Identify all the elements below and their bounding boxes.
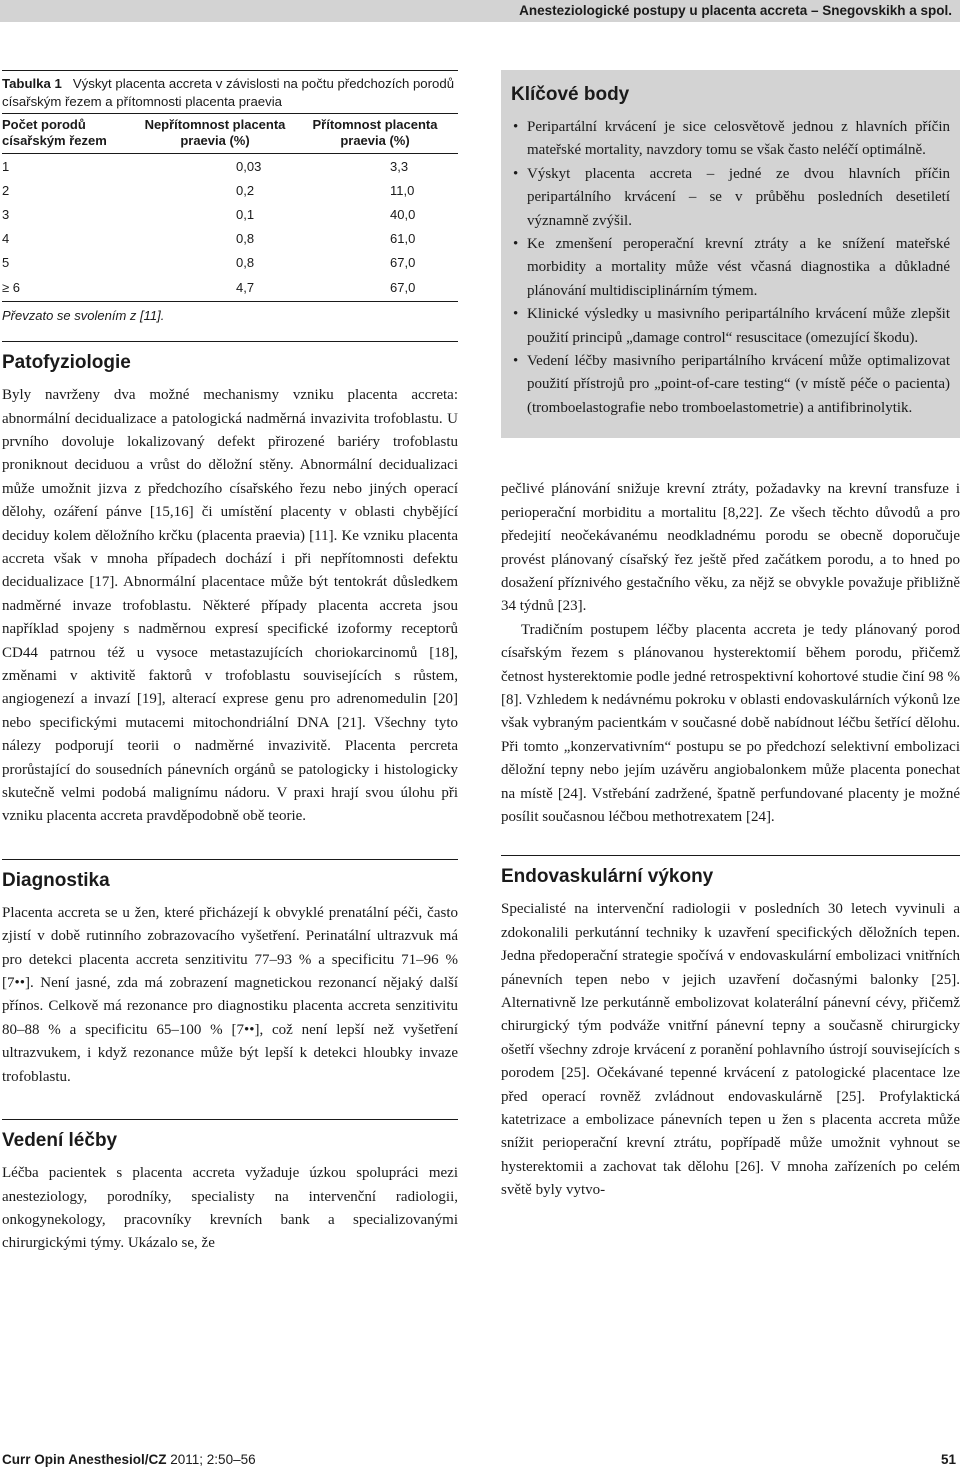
key-points-box (501, 70, 960, 438)
section-title-endovaskularni: Endovaskulární výkony (501, 866, 714, 888)
table-row (2, 227, 458, 251)
table-caption-label: Tabulka 1 (2, 76, 62, 91)
table-cell-count: 5 (2, 255, 10, 271)
key-point-item (511, 303, 950, 350)
table-row (2, 154, 458, 178)
section-title-patofyziologie: Patofyziologie (2, 352, 131, 374)
table-cell-absent: 0,8 (236, 231, 255, 247)
paragraph-planning: pečlivé plánování snižuje krevní ztráty, požadavky na krevní transfuze i perioperační morbiditu a mortalitu [8,22]. Ze všech těchto důvodů a pro předejití neočekávanému neodkladnému porodu se obecně doporučuje provést plánovaný císařský řez ještě před začátkem porodu, a to hned po dosažení příznivého gestačního věku, za nějž se obvykle považuje přibližně 34 týdnů [23]. (501, 481, 960, 615)
table-cell-absent: 0,1 (236, 206, 255, 222)
bullet-icon: • (513, 119, 519, 135)
table-cell-present: 67,0 (390, 255, 416, 271)
key-point-item (511, 163, 950, 233)
right-column (501, 70, 960, 1203)
section-title-diagnostika: Diagnostika (2, 869, 110, 891)
key-point-text: Vedení léčby masivního peripartálního krvácení může optimalizovat použití přístrojů pro „point-of-care testing“ (v místě péče o pacienta) (tromboelastografie nebo tromboelastometrie) a antifibrinolytik. (527, 353, 950, 416)
left-column (2, 70, 458, 1256)
table-cell-present: 3,3 (390, 158, 409, 174)
key-point-text: Klinické výsledky u masivního peripartálního krvácení může zlepšit použití principů „damage control“ resuscitace (omezující škodu). (527, 306, 950, 346)
table-cell-present: 11,0 (390, 182, 415, 198)
table-cell-present: 40,0 (390, 206, 416, 222)
paragraph-diagnostika: Placenta accreta se u žen, které přicházejí k obvyklé prenatální péči, často zjistí v době rutinního zobrazovacího vyšetření. Perinatální ultrazvuk má pro detekci placenta accreta senzitivitu 77–93 % a specificitu 71–96 % [7••]. Není jasné, zda má zobrazení magnetickou rezonancí nějaký další přínos. Celkově má rezonance pro diagnostiku placenta accreta senzitivitu 80–88 % a specificitu 65–100 % [7••], což není lepší než vyšetření ultrazvukem, i když rezonance může být lepší k detekci hloubky invaze trofoblastu. (2, 904, 458, 1085)
paragraph-patofyziologie: Byly navrženy dva možné mechanismy vzniku placenta accreta: abnormální decidualizace a patologická nadměrná invazivita trofoblastu. U prvního dovoluje lokalizovaný defekt přirozené bariéry trofoblastu proniknout deciduou a vrůst do děložní stěny. Abnormální decidualizaci může umožnit jizva z předchozího císařského řezu nebo jiných operací dělohy, ozáření pánve [15,16] či umístění placenty v oblasti chybějící deciduy kolem děložního krčku (placenta praevia) [11]. Ke vzniku placenta accreta však v mnoha případech dochází i při nepřítomnosti defektu decidualizace [17]. Abnormální placentace může být tentokrát důsledkem nadměrné invaze trofoblastu. Některé případy placenta accreta jsou například spojeny s nadměrnou expresí specifické izoformy receptorů CD44 patrnou též u vysoce metastazujících choriokarcinomů [18], změnami v aktivitě faktorů v trofoblastu souvisejících s růstem, angiogenezí a invazí [19], alterací exprese genu pro adrenomedulin [20] nebo specifickými mutacemi mitochondriální DNA [21]. Všechny tyto nálezy podporují teorii o nadměrné invazivitě. Placenta percreta prorůstající do sousedních pánevních orgánů se patologicky i histologicky skutečně velmi podobá malignímu nádoru. V praxi hrají svou úlohu při vzniku placenta accreta pravděpodobně obě teorie. (2, 387, 458, 825)
table-col-header-count: Počet porodů císařským řezem (2, 117, 107, 148)
table-cell-absent: 4,7 (236, 279, 255, 295)
table-body (2, 154, 458, 299)
bullet-icon: • (513, 165, 519, 182)
table-cell-absent: 0,03 (236, 158, 262, 174)
section-title-vedeni-lecby: Vedení léčby (2, 1130, 118, 1152)
section-rule (2, 1119, 458, 1120)
table-cell-count: 1 (2, 158, 10, 174)
table-cell-count: 2 (2, 182, 10, 198)
table-col-header-present: Přítomnost placenta praevia (%) (312, 117, 438, 148)
table-row (2, 251, 458, 275)
running-title: Anesteziologické postupy u placenta accreta – Snegovskikh a spol. (519, 3, 952, 18)
table-cell-present: 61,0 (390, 231, 416, 247)
section-rule (2, 859, 458, 860)
paragraph-vedeni-lecby: Léčba pacientek s placenta accreta vyžaduje úzkou spolupráci mezi anesteziology, porodníky, specialisty na intervenční radiologii, onkogynekology, pracovníky krevních bank a specializovanými chirurgickými týmy. Ukázalo se, že (2, 1165, 458, 1252)
table-caption-text: Výskyt placenta accreta v závislosti na počtu předchozích porodů císařským řezem a přítomnosti placenta praevia (2, 76, 455, 109)
bullet-icon: • (513, 236, 519, 253)
table-row (2, 275, 458, 299)
table-row (2, 202, 458, 226)
paragraph-traditional-approach: Tradičním postupem léčby placenta accreta je tedy plánovaný porod císařským řezem s plánovanou hysterektomií během porodu, přičemž četnost hysterektomie podle jedné retrospektivní kohortové studie činí 98 % [8]. Vzhledem k nedávnému pokroku v oblasti endovaskulárních výkonů lze však vybraným pacientkám v současné době nabídnout léčbu šetřící dělohu. Při tomto „konzervativním“ postupu se po předchozí selektivní embolizaci děložní tepny nebo jejím uzávěru angiobalonkem může placenta ponechat na místě [24]. Vstřebání zadržené, špatně perfundované placenty je možné posílit současnou léčbou methotrexatem [24]. (501, 621, 960, 825)
table-cell-absent: 0,8 (236, 255, 255, 271)
footer-journal: Curr Opin Anesthesiol/CZ (2, 1452, 167, 1467)
key-point-item (511, 116, 950, 163)
section-rule (501, 855, 960, 856)
footer-volume: 2011; 2:50–56 (166, 1452, 256, 1467)
key-point-text: Ke zmenšení peroperační krevní ztráty a ke snížení mateřské morbidity a mortality může vést včasná diagnostika a důkladné plánování multidisciplinárním týmem. (527, 236, 950, 299)
key-point-text: Výskyt placenta accreta – jedné ze dvou hlavních příčin peripartálního krvácení – se v průběhu posledních desetiletí významně zvýšil. (527, 165, 950, 229)
table-cell-count: ≥ 6 (2, 279, 20, 295)
table-source-note: Převzato se svolením z [11]. (2, 301, 458, 323)
footer-citation (2, 1452, 256, 1467)
table-header (2, 113, 458, 154)
section-rule (2, 341, 458, 342)
key-point-item (511, 350, 950, 420)
bullet-icon: • (513, 353, 519, 370)
table-row (2, 178, 458, 202)
table-cell-count: 3 (2, 206, 10, 222)
key-points-title: Klíčové body (511, 84, 630, 105)
table-cell-absent: 0,2 (236, 182, 255, 198)
key-points-list (511, 116, 950, 420)
bullet-icon: • (513, 306, 519, 323)
key-point-text: Peripartální krvácení je sice celosvětově jednou z hlavních příčin mateřské mortality, navzdory tomu se však často neléčí optimálně. (527, 119, 950, 159)
table-caption (2, 70, 458, 110)
paragraph-endovaskularni: Specialisté na intervenční radiologii v posledních 30 letech vyvinuli a zdokonalili perkutánní techniky k uzavření specifických děložních tepen. Jedna předoperační strategie spočívá v endovaskulární embolizaci vnitřních pánevních tepen nebo v jejich uzavření dočasnými balonky [25]. Alternativně lze perkutánně embolizovat kolaterální pánevní cévy, přičemž chirurgický tým podváže vnitřní pánevní tepny a současně chirurgicky ošetří všechny zdroje krvácení z poranění pohlavního ústrojí souvisejících s porodem [25]. Očekávané tepenné krvácení z patologické placentace lze před operací rovněž zvládnout endovaskulárně [25]. Profylaktická katetrizace a embolizace pánevních tepen u žen s placenta accreta může snížit perioperační krevní ztrátu, popřípadě může umožnit vyhnout se hysterektomii a zachovat tak dělohu [26]. V mnoha zařízeních po celém světě byly vytvo- (501, 901, 960, 1199)
table-cell-present: 67,0 (390, 279, 416, 295)
footer-page-number: 51 (940, 1452, 956, 1467)
table-col-header-absent: Nepřítomnost placenta praevia (%) (144, 117, 286, 148)
key-point-item (511, 233, 950, 303)
table-cell-count: 4 (2, 231, 10, 247)
